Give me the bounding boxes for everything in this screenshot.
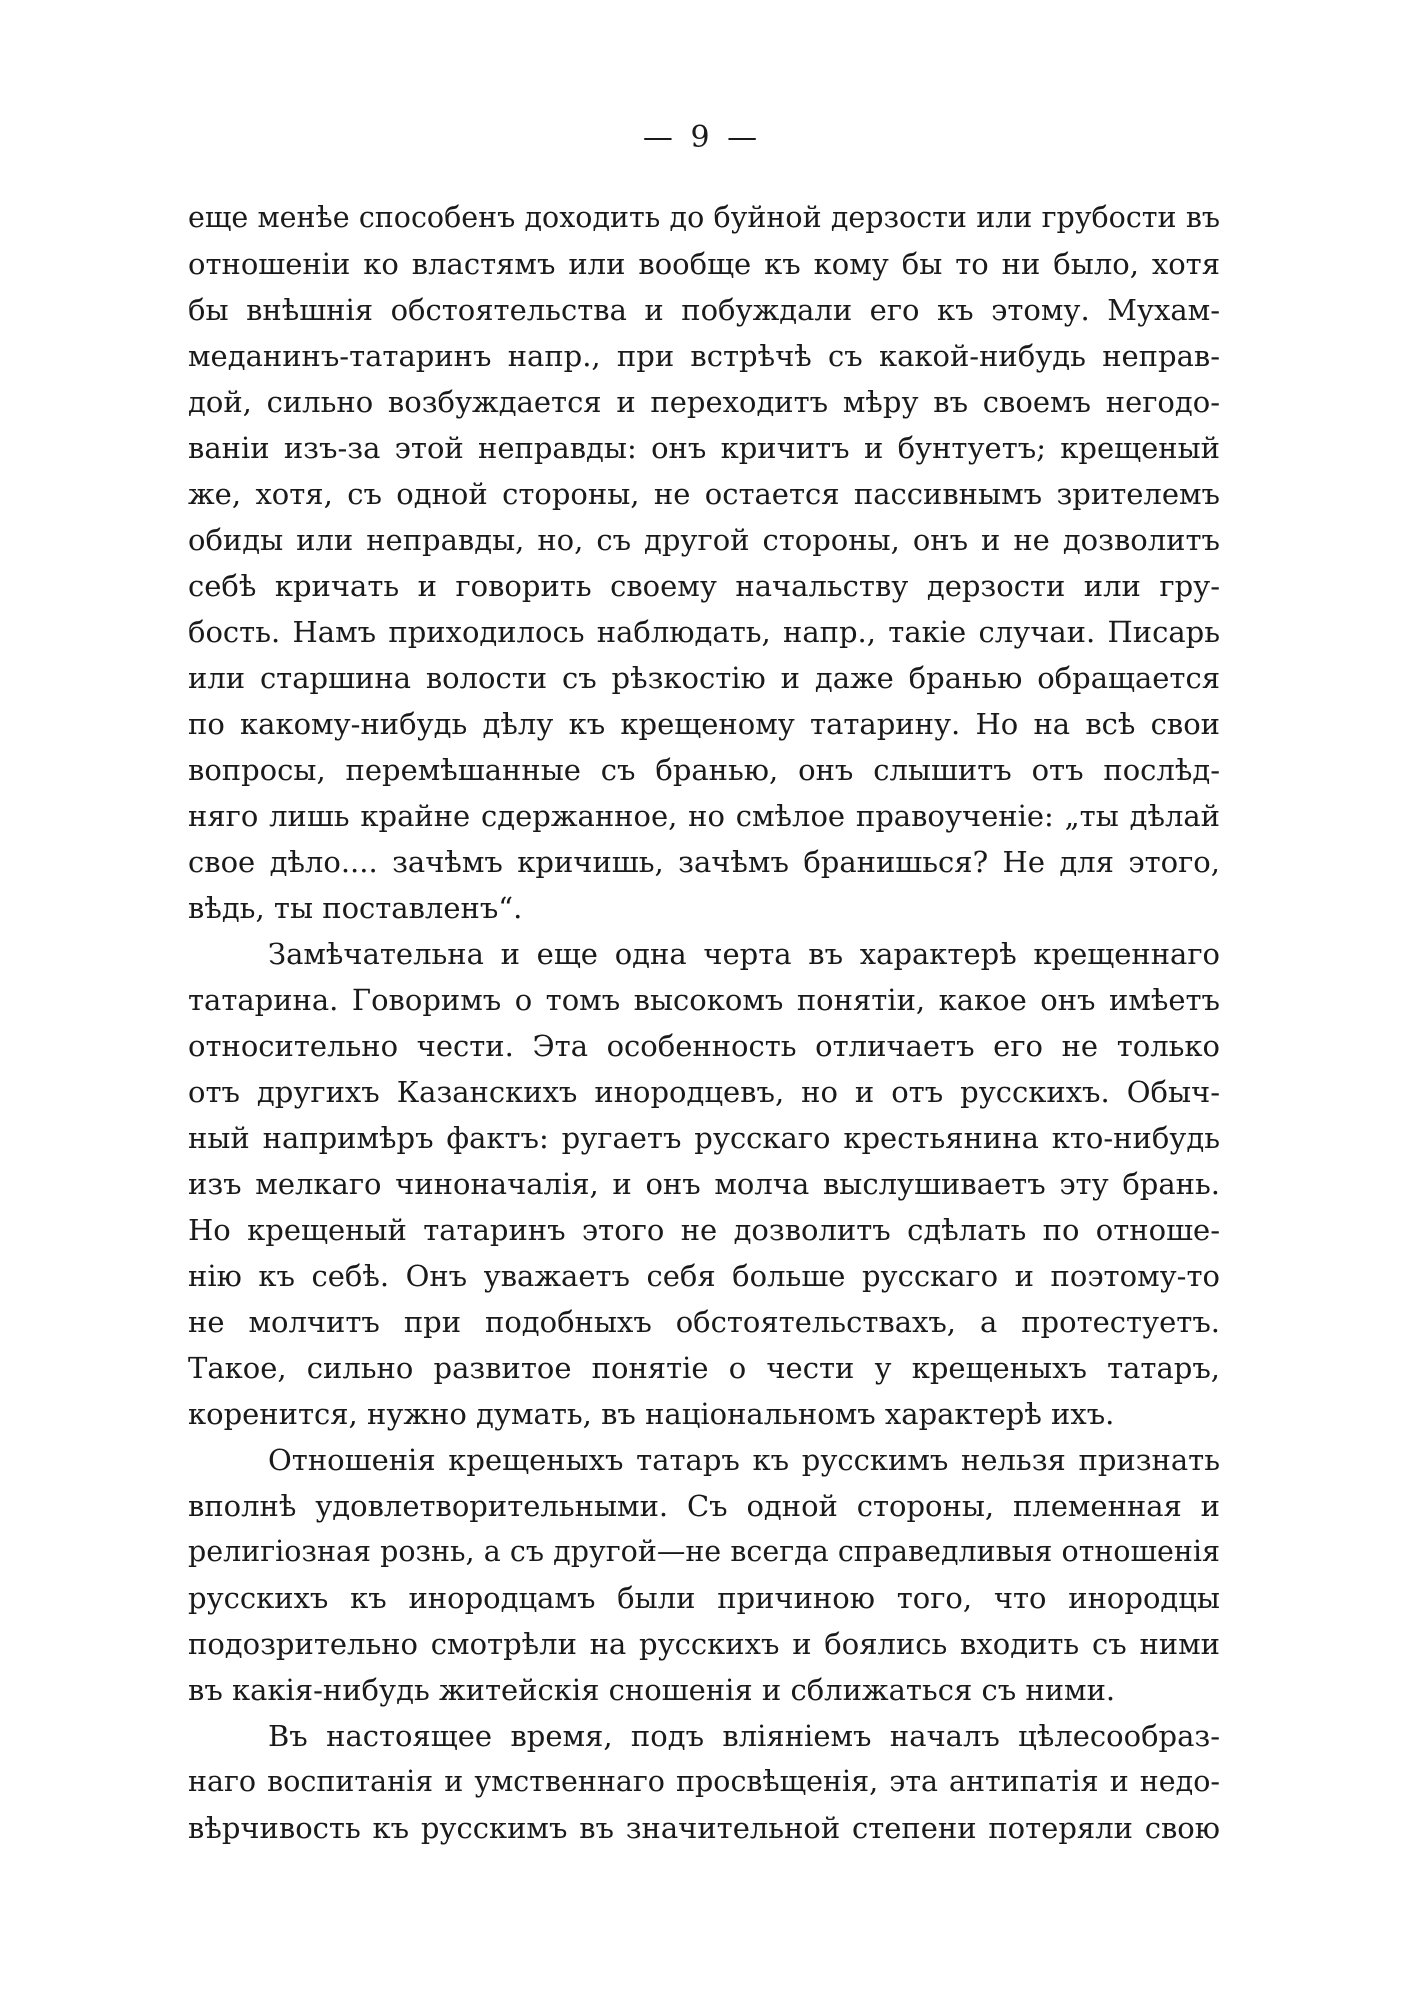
text-line: няго лишь крайне сдержанное, но смѣлое правоученіе: „ты дѣлай — [188, 799, 1220, 833]
text-line: подозрительно смотрѣли на русскихъ и боялись входить съ ними — [188, 1627, 1220, 1661]
text-line: вполнѣ удовлетворительными. Съ одной стороны, племенная и — [188, 1489, 1220, 1523]
text-line: же, хотя, съ одной стороны, не остается пассивнымъ зрителемъ — [188, 477, 1220, 511]
text-line: коренится, нужно думать, въ національномъ характерѣ ихъ. — [188, 1397, 1115, 1431]
text-line: вѣдь, ты поставленъ“. — [188, 891, 523, 925]
paragraph-start-line: Замѣчательна и еще одна черта въ характерѣ крещеннаго — [268, 937, 1220, 971]
text-line: русскихъ къ инородцамъ были причиною того, что инородцы — [188, 1581, 1220, 1615]
text-line: относительно чести. Эта особенность отличаетъ его не только — [188, 1029, 1220, 1063]
text-line: Но крещеный татаринъ этого не дозволитъ сдѣлать по отноше- — [188, 1213, 1220, 1247]
text-line: наго воспитанія и умственнаго просвѣщенія, эта антипатія и недо- — [188, 1765, 1220, 1798]
text-line: религіозная рознь, а съ другой—не всегда справедливыя отношенія — [188, 1535, 1220, 1568]
paragraph-start-line: Отношенія крещеныхъ татаръ къ русскимъ нельзя признать — [268, 1443, 1220, 1477]
text-line: татарина. Говоримъ о томъ высокомъ понятіи, какое онъ имѣетъ — [188, 983, 1220, 1017]
text-line: обиды или неправды, но, съ другой стороны, онъ и не дозволитъ — [188, 523, 1220, 557]
text-line: еще менѣе способенъ доходить до буйной дерзости или грубости въ — [188, 201, 1220, 234]
text-line: себѣ кричать и говорить своему начальству дерзости или гру- — [188, 569, 1220, 603]
text-line: вопросы, перемѣшанные съ бранью, онъ слышитъ отъ послѣд- — [188, 753, 1220, 787]
text-line: ваніи изъ-за этой неправды: онъ кричитъ и бунтуетъ; крещеный — [188, 431, 1220, 465]
text-line: изъ мелкаго чиноначалія, и онъ молча выслушиваетъ эту брань. — [188, 1167, 1220, 1201]
text-line: нію къ себѣ. Онъ уважаетъ себя больше русскаго и поэтому-то — [188, 1259, 1220, 1293]
text-line: или старшина волости съ рѣзкостію и даже бранью обращается — [188, 661, 1220, 695]
text-line: отъ другихъ Казанскихъ инородцевъ, но и отъ русскихъ. Обыч- — [188, 1075, 1220, 1109]
text-line: вѣрчивость къ русскимъ въ значительной степени потеряли свою — [188, 1811, 1220, 1845]
text-line: бость. Намъ приходилось наблюдать, напр., такіе случаи. Писарь — [188, 615, 1220, 649]
text-line: меданинъ-татаринъ напр., при встрѣчѣ съ какой-нибудь неправ- — [188, 339, 1220, 373]
paragraph-start-line: Въ настоящее время, подъ вліяніемъ началъ цѣлесообраз- — [268, 1719, 1220, 1753]
body-text — [188, 195, 1220, 1851]
text-line: дой, сильно возбуждается и переходитъ мѣру въ своемъ негодо- — [188, 385, 1220, 419]
text-line: ный напримѣръ фактъ: ругаетъ русскаго крестьянина кто-нибудь — [188, 1121, 1220, 1155]
text-line: отношеніи ко властямъ или вообще къ кому бы то ни было, хотя — [188, 247, 1220, 281]
text-line: бы внѣшнія обстоятельства и побуждали его къ этому. Мухам- — [188, 293, 1220, 327]
text-line: Такое, сильно развитое понятіе о чести у крещеныхъ татаръ, — [188, 1351, 1220, 1385]
text-line: свое дѣло.... зачѣмъ кричишь, зачѣмъ бранишься? Не для этого, — [188, 845, 1220, 879]
page-number: — 9 — — [642, 120, 762, 155]
text-line: по какому-нибудь дѣлу къ крещеному татарину. Но на всѣ свои — [188, 707, 1220, 741]
text-line: не молчитъ при подобныхъ обстоятельствахъ, а протестуетъ. — [188, 1305, 1220, 1339]
text-line: въ какія-нибудь житейскія сношенія и сближаться съ ними. — [188, 1673, 1116, 1707]
